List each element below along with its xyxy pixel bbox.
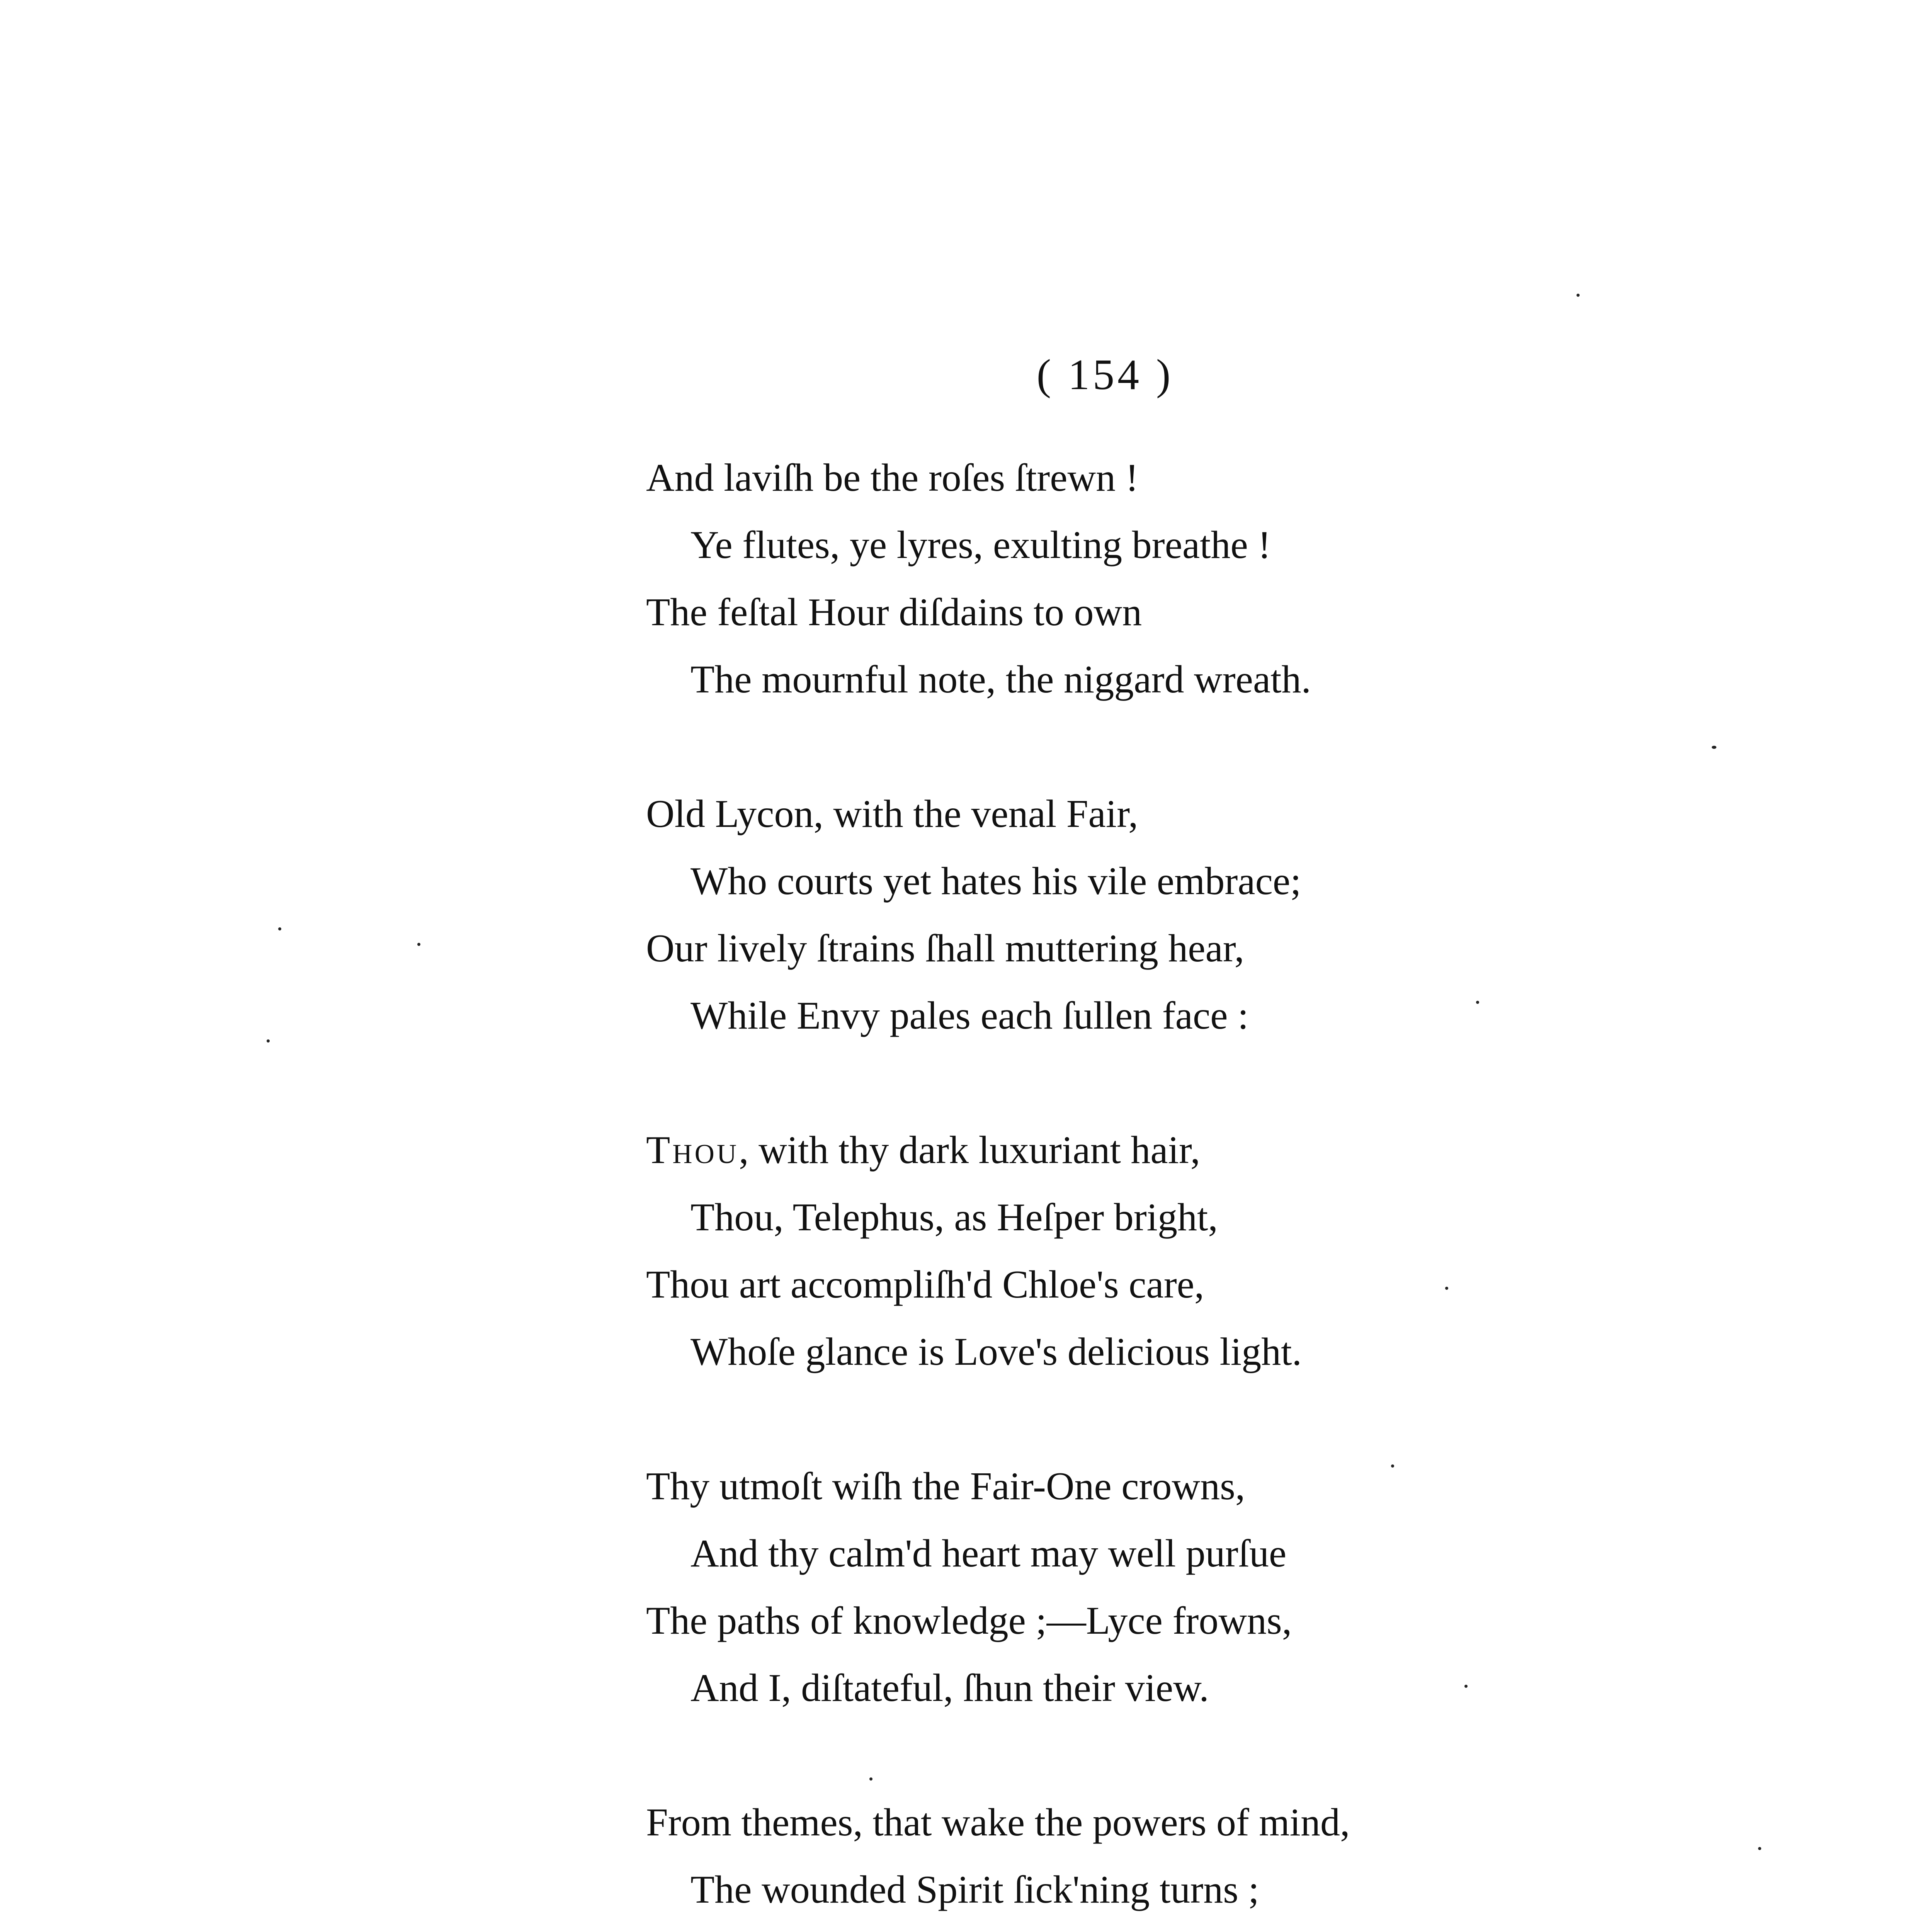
poem-line: And laviſh be the roſes ſtrewn !: [646, 456, 1139, 500]
poem: [646, 444, 1651, 1932]
poem-line: From themes, that wake the powers of mind,: [646, 1801, 1350, 1844]
print-speck: [1577, 294, 1580, 297]
print-speck: [869, 1777, 872, 1781]
print-speck: [1758, 1847, 1761, 1850]
stanza-1: [646, 444, 1651, 713]
poem-line: Old Lycon, with the venal Fair,: [646, 792, 1138, 836]
poem-line: Thy utmoſt wiſh the Fair-One crowns,: [646, 1464, 1245, 1508]
poem-line: Who courts yet hates his vile embrace;: [690, 859, 1301, 903]
poem-line: Ye flutes, ye lyres, exulting breathe !: [690, 523, 1271, 567]
stanza-4: [646, 1453, 1651, 1722]
print-speck: [417, 943, 420, 946]
poem-line: While Envy pales each ſullen face :: [690, 994, 1249, 1037]
poem-line: And thy calm'd heart may well purſue: [690, 1532, 1287, 1575]
poem-line: And I, diſtateful, ſhun their view.: [690, 1666, 1209, 1710]
poem-line: The wounded Spirit ſick'ning turns ;: [690, 1868, 1259, 1912]
poem-line: Thou, Telephus, as Heſper bright,: [690, 1196, 1218, 1239]
print-speck: [1445, 1287, 1448, 1290]
stanza-2: [646, 781, 1651, 1049]
poem-line: Whoſe glance is Love's delicious light.: [690, 1330, 1302, 1374]
stanza-5: [646, 1789, 1651, 1932]
poem-line: The feſtal Hour diſdains to own: [646, 590, 1142, 634]
poem-line: [646, 1923, 1651, 1932]
print-speck: [1464, 1685, 1468, 1688]
poem-line: Thou art accompliſh'd Chloe's care,: [646, 1263, 1204, 1306]
poem-line: The paths of knowledge ;—Lyce frowns,: [646, 1599, 1292, 1643]
print-speck: [1391, 1464, 1394, 1468]
print-speck: [267, 1039, 270, 1043]
poem-line: Our lively ſtrains ſhall muttering hear,: [646, 927, 1245, 970]
print-speck: [278, 927, 281, 930]
print-speck: [1712, 746, 1716, 749]
page-number: ( 154 ): [1036, 351, 1174, 399]
small-caps-lead: Thou: [646, 1128, 739, 1172]
stanza-3: [646, 1117, 1651, 1386]
line-rest: , with thy dark luxuriant hair,: [739, 1128, 1201, 1172]
poem-line: The mournful note, the niggard wreath.: [690, 658, 1311, 701]
poem-line: [646, 1117, 1651, 1184]
print-speck: [1476, 1001, 1479, 1004]
